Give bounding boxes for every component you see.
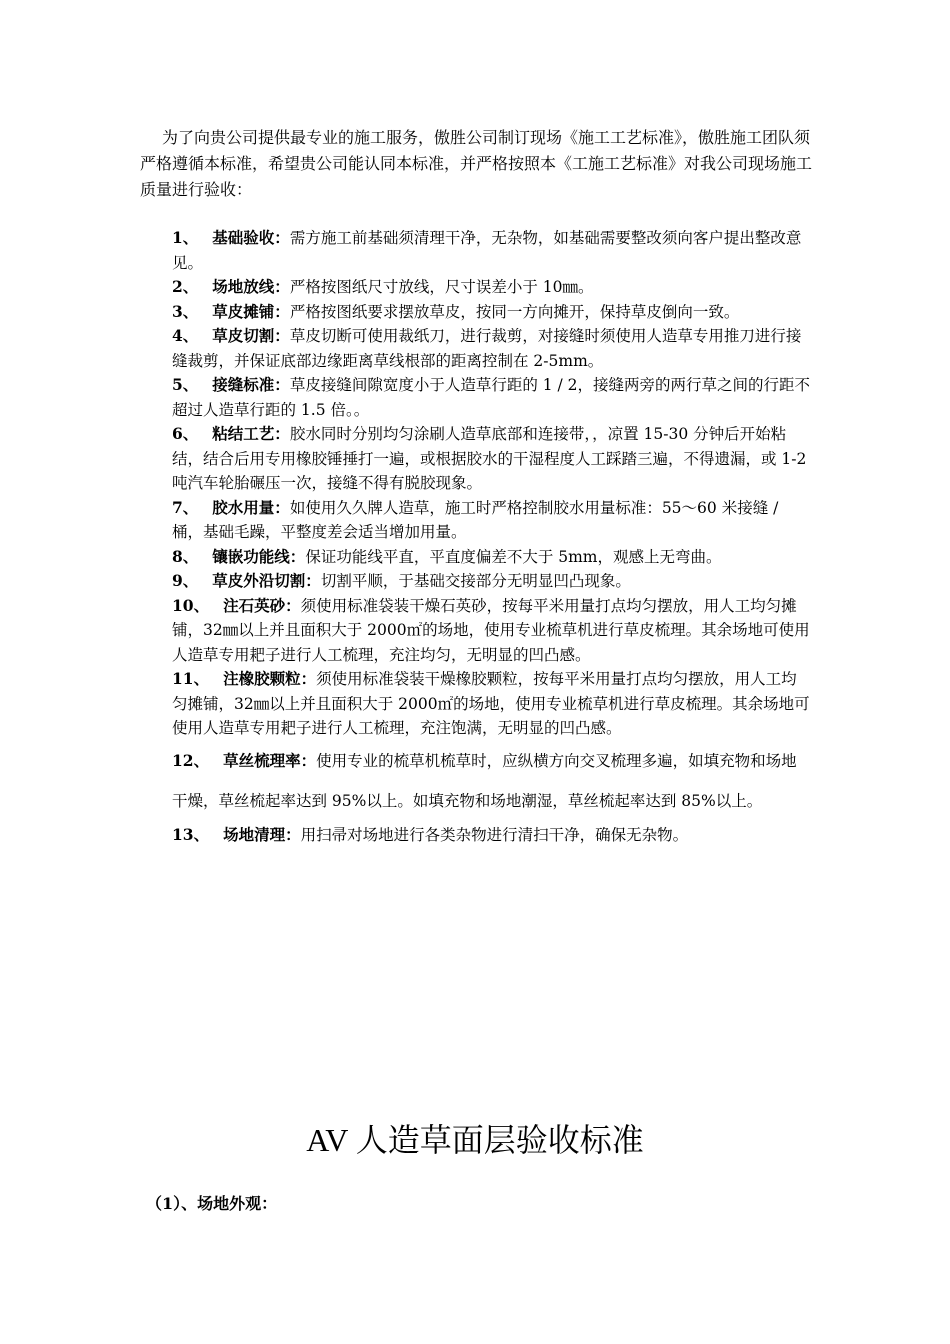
item-text: 胶水同时分别均匀涂刷人造草底部和连接带，，凉置 15-30 分钟后开始粘结，结合后用专用橡胶锤捶打一遍，或根据胶水的干湿程度人工踩踏三遍，不得遗漏，或 1-2 吨汽车轮胎碾压一次，接缝不得有脱胶现象。 (172, 425, 807, 492)
item-text: 严格按图纸要求摆放草皮，按同一方向摊开，保持草皮倒向一致。 (289, 302, 740, 321)
list-item (172, 275, 812, 300)
list-item (172, 496, 812, 545)
item-term: 草丝梳理率： (223, 750, 317, 770)
list-item (172, 823, 812, 848)
item-text: 须使用标准袋装干燥石英砂，按每平米用量打点均匀摆放，用人工均匀摊铺，32㎜以上并且面积大于 2000㎡的场地，使用专业梳草机进行草皮梳理。其余场地可使用人造草专用耙子进行人工梳理，充注均匀，无明显的凹凸感。 (172, 596, 810, 664)
item-number: 4、 (172, 326, 199, 345)
item-number: 8、 (172, 546, 199, 566)
item-term: 镶嵌功能线： (212, 546, 306, 566)
list-item (172, 300, 812, 325)
item-text: 草皮切断可使用裁纸刀，进行裁剪，对接缝时须使用人造草专用推刀进行接缝裁剪，并保证底部边缘距离草线根部的距离控制在 2-5mm。 (172, 327, 802, 370)
item-term: 场地放线： (212, 277, 290, 296)
item-number: 9、 (172, 571, 199, 590)
list-item (172, 324, 812, 373)
list-item (172, 422, 812, 496)
item-term: 草皮外沿切割： (212, 571, 321, 590)
list-item (172, 569, 812, 594)
item-term: 场地清理： (223, 824, 301, 844)
item-term: 胶水用量： (212, 497, 290, 517)
item-number: 10、 (172, 595, 210, 615)
item-text: 使用专业的梳草机梳草时，应纵横方向交叉梳理多遍，如填充物和场地干燥，草丝梳起率达到 95%以上。如填充物和场地潮湿，草丝梳起率达到 85%以上。 (172, 751, 797, 810)
item-term: 基础验收： (212, 228, 290, 247)
item-number: 3、 (172, 301, 199, 321)
section-subheading: （1）、场地外观： (146, 1194, 278, 1213)
list-item (172, 373, 812, 422)
list-item (172, 226, 812, 275)
item-term: 接缝标准： (212, 375, 290, 394)
item-number: 11、 (172, 669, 210, 688)
item-text: 严格按图纸尺寸放线，尺寸误差小于 10㎜。 (289, 278, 594, 296)
item-term: 注石英砂： (223, 595, 301, 615)
list-item (172, 741, 812, 821)
item-text: 用扫帚对场地进行各类杂物进行清扫干净，确保无杂物。 (300, 825, 689, 844)
item-term: 粘结工艺： (212, 424, 290, 443)
item-text: 需方施工前基础须清理干净，无杂物，如基础需要整改须向客户提出整改意见。 (172, 229, 802, 272)
item-number: 2、 (172, 277, 199, 296)
item-text: 保证功能线平直，平直度偏差不大于 5mm，观感上无弯曲。 (305, 547, 722, 566)
item-number: 13、 (172, 824, 210, 844)
item-text: 草皮接缝间隙宽度小于人造草行距的 1 / 2，接缝两旁的两行草之间的行距不超过人造草行距的 1.5 倍。。 (172, 376, 811, 419)
standards-list (172, 226, 812, 847)
item-term: 注橡胶颗粒： (223, 669, 317, 688)
section-title: AV 人造草面层验收标准 (306, 1122, 644, 1158)
item-number: 12、 (172, 750, 210, 770)
item-term: 草皮摊铺： (212, 301, 290, 321)
list-item (172, 594, 812, 668)
list-item (172, 545, 812, 570)
item-term: 草皮切割： (212, 326, 290, 345)
item-text: 须使用标准袋装干燥橡胶颗粒，按每平米用量打点均匀摆放，用人工均匀摊铺，32㎜以上并且面积大于 2000㎡的场地，使用专业梳草机进行草皮梳理。其余场地可使用人造草专用耙子进行人工梳理，充注饱满，无明显的凹凸感。 (172, 670, 810, 737)
item-text: 如使用久久牌人造草，施工时严格控制胶水用量标准：55～60 米接缝 / 桶，基础毛躁，平整度差会适当增加用量。 (172, 498, 779, 541)
item-number: 6、 (172, 424, 199, 443)
item-number: 1、 (172, 228, 199, 247)
item-number: 7、 (172, 497, 199, 517)
item-text: 切割平顺，于基础交接部分无明显凹凸现象。 (320, 572, 631, 590)
intro-paragraph: 为了向贵公司提供最专业的施工服务，傲胜公司制订现场《施工工艺标准》，傲胜施工团队须严格遵循本标准，希望贵公司能认同本标准，并严格按照本《工施工艺标准》对我公司现场施工质量进行验收： (140, 128, 813, 199)
item-number: 5、 (172, 375, 199, 394)
list-item (172, 667, 812, 741)
